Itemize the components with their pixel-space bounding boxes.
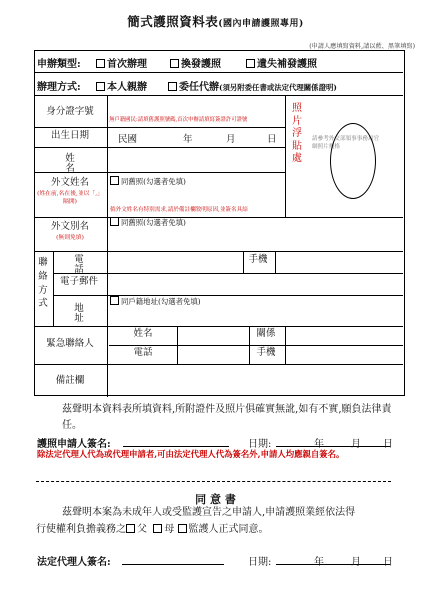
guardian-date-label: 日期: [248,557,272,568]
birth-month: 月 [226,134,236,145]
checkbox[interactable] [246,59,255,68]
emergency-label: 緊急聯絡人 [46,338,94,349]
birth-label: 出生日期 [50,130,89,141]
applicant-date-line[interactable] [276,446,390,447]
emergency-relation-label: 關係 [256,328,276,339]
fill-note: (申請人應填寫資料,請以藍、黑筆填寫) [309,43,415,50]
birth-era: 民國 [118,134,138,145]
guardian-date-line[interactable] [276,564,390,565]
checkbox[interactable] [170,59,179,68]
consent-option-father[interactable]: 父 [126,524,147,535]
phone-label: 電 話 [74,254,92,275]
alias-same-as-old-option[interactable]: 同舊照(勾選者免填) [110,217,186,228]
guardian-date-day: 日 [383,557,393,568]
birth-day: 日 [267,134,277,145]
address-label: 地 址 [74,303,92,324]
option-lost-replace[interactable]: 遺失補發護照 [246,55,317,70]
guardian-sign-label: 法定代理人簽名: [37,557,111,568]
option-first-apply[interactable]: 首次辦理 [96,55,147,70]
name-label: 姓 名 [65,153,89,174]
title-main: 簡式護照資料表 [127,14,219,29]
declaration-text: 茲聲明本資料表所填資料,所附證件及照片俱確實無訛,如有不實,願負法律責任。 [62,404,392,431]
emergency-mobile-label: 手機 [256,347,276,358]
checkbox[interactable] [168,82,177,91]
checkbox[interactable] [110,296,119,305]
foreign-name-label: 外文姓名 [50,177,89,188]
title-subtitle: (國內申請護照專用) [218,19,304,29]
email-label: 電子郵件 [59,276,98,287]
birth-year: 年 [183,134,193,145]
checkbox[interactable] [110,217,119,226]
consent-option-guardian[interactable]: 監護人 [178,524,219,535]
applicant-sign-label: 護照申請人簽名: [37,439,111,450]
mobile-label: 手機 [248,254,268,265]
consent-text-line2: 行使權利負擔義務之 父 母 監護人正式同意。 [36,524,269,535]
applicant-date-year: 年 [314,439,324,450]
id-label: 身分證字號 [46,106,94,117]
applicant-date-day: 日 [383,439,393,450]
same-household-option[interactable]: 同戶籍地址(勾選者免填) [110,296,201,307]
id-note: 無戶籍國民:請填舊護照號碼,首次申辦請填寫簽證許可證號 [109,117,248,123]
alias-label: 外文別名 [50,221,89,232]
applicant-date-month: 月 [351,439,361,450]
consent-title: 同 意 書 [195,493,236,506]
photo-label: 照 片 浮 貼 處 [292,103,302,164]
remarks-label: 備註欄 [55,375,85,386]
emergency-phone-label: 電話 [133,347,153,358]
photo-spec-note: 請參考外交部領事事務局官網照片規格 [312,136,380,150]
foreign-name-red-note: 倘外文姓名有特別需求,請於備註欄敘明原因,並簽名具結 [110,207,248,213]
guardian-date-year: 年 [314,557,324,568]
alias-note: (無則免填) [56,235,84,241]
consent-option-mother[interactable]: 母 [153,524,174,535]
photo-placement-oval [330,123,376,199]
checkbox[interactable] [110,176,119,185]
method-label: 辦理方式: [37,82,81,93]
guardian-sign-line[interactable] [122,564,224,565]
option-agent[interactable]: 委任代辦(須另附委任書或法定代理關係證明) [168,78,337,93]
foreign-name-note: (姓在前,名在後,並以「,」隔開) [37,191,103,205]
page-title [0,12,431,30]
applicant-date-label: 日期: [248,439,272,450]
checkbox[interactable] [96,82,105,91]
guardian-date-month: 月 [351,557,361,568]
option-self[interactable]: 本人親辦 [96,78,147,93]
applicant-sign-red-note: 除法定代理人代為或代理申請者,可由法定代理人代為簽名外,申請人均應親自簽名。 [37,449,345,459]
option-renew[interactable]: 換發護照 [170,55,221,70]
contact-label: 聯絡方式 [38,257,48,310]
apply-type-label: 申辦類型: [37,59,81,70]
emergency-name-label: 姓名 [133,328,153,339]
section-divider [36,481,391,482]
consent-text-line1: 茲聲明本案為未成年人或受監護宣告之申請人,申請護照業經依法得 [62,507,356,518]
checkbox[interactable] [96,59,105,68]
applicant-sign-line[interactable] [123,446,229,447]
same-as-old-option[interactable]: 同舊照(勾選者免填) [110,176,186,187]
